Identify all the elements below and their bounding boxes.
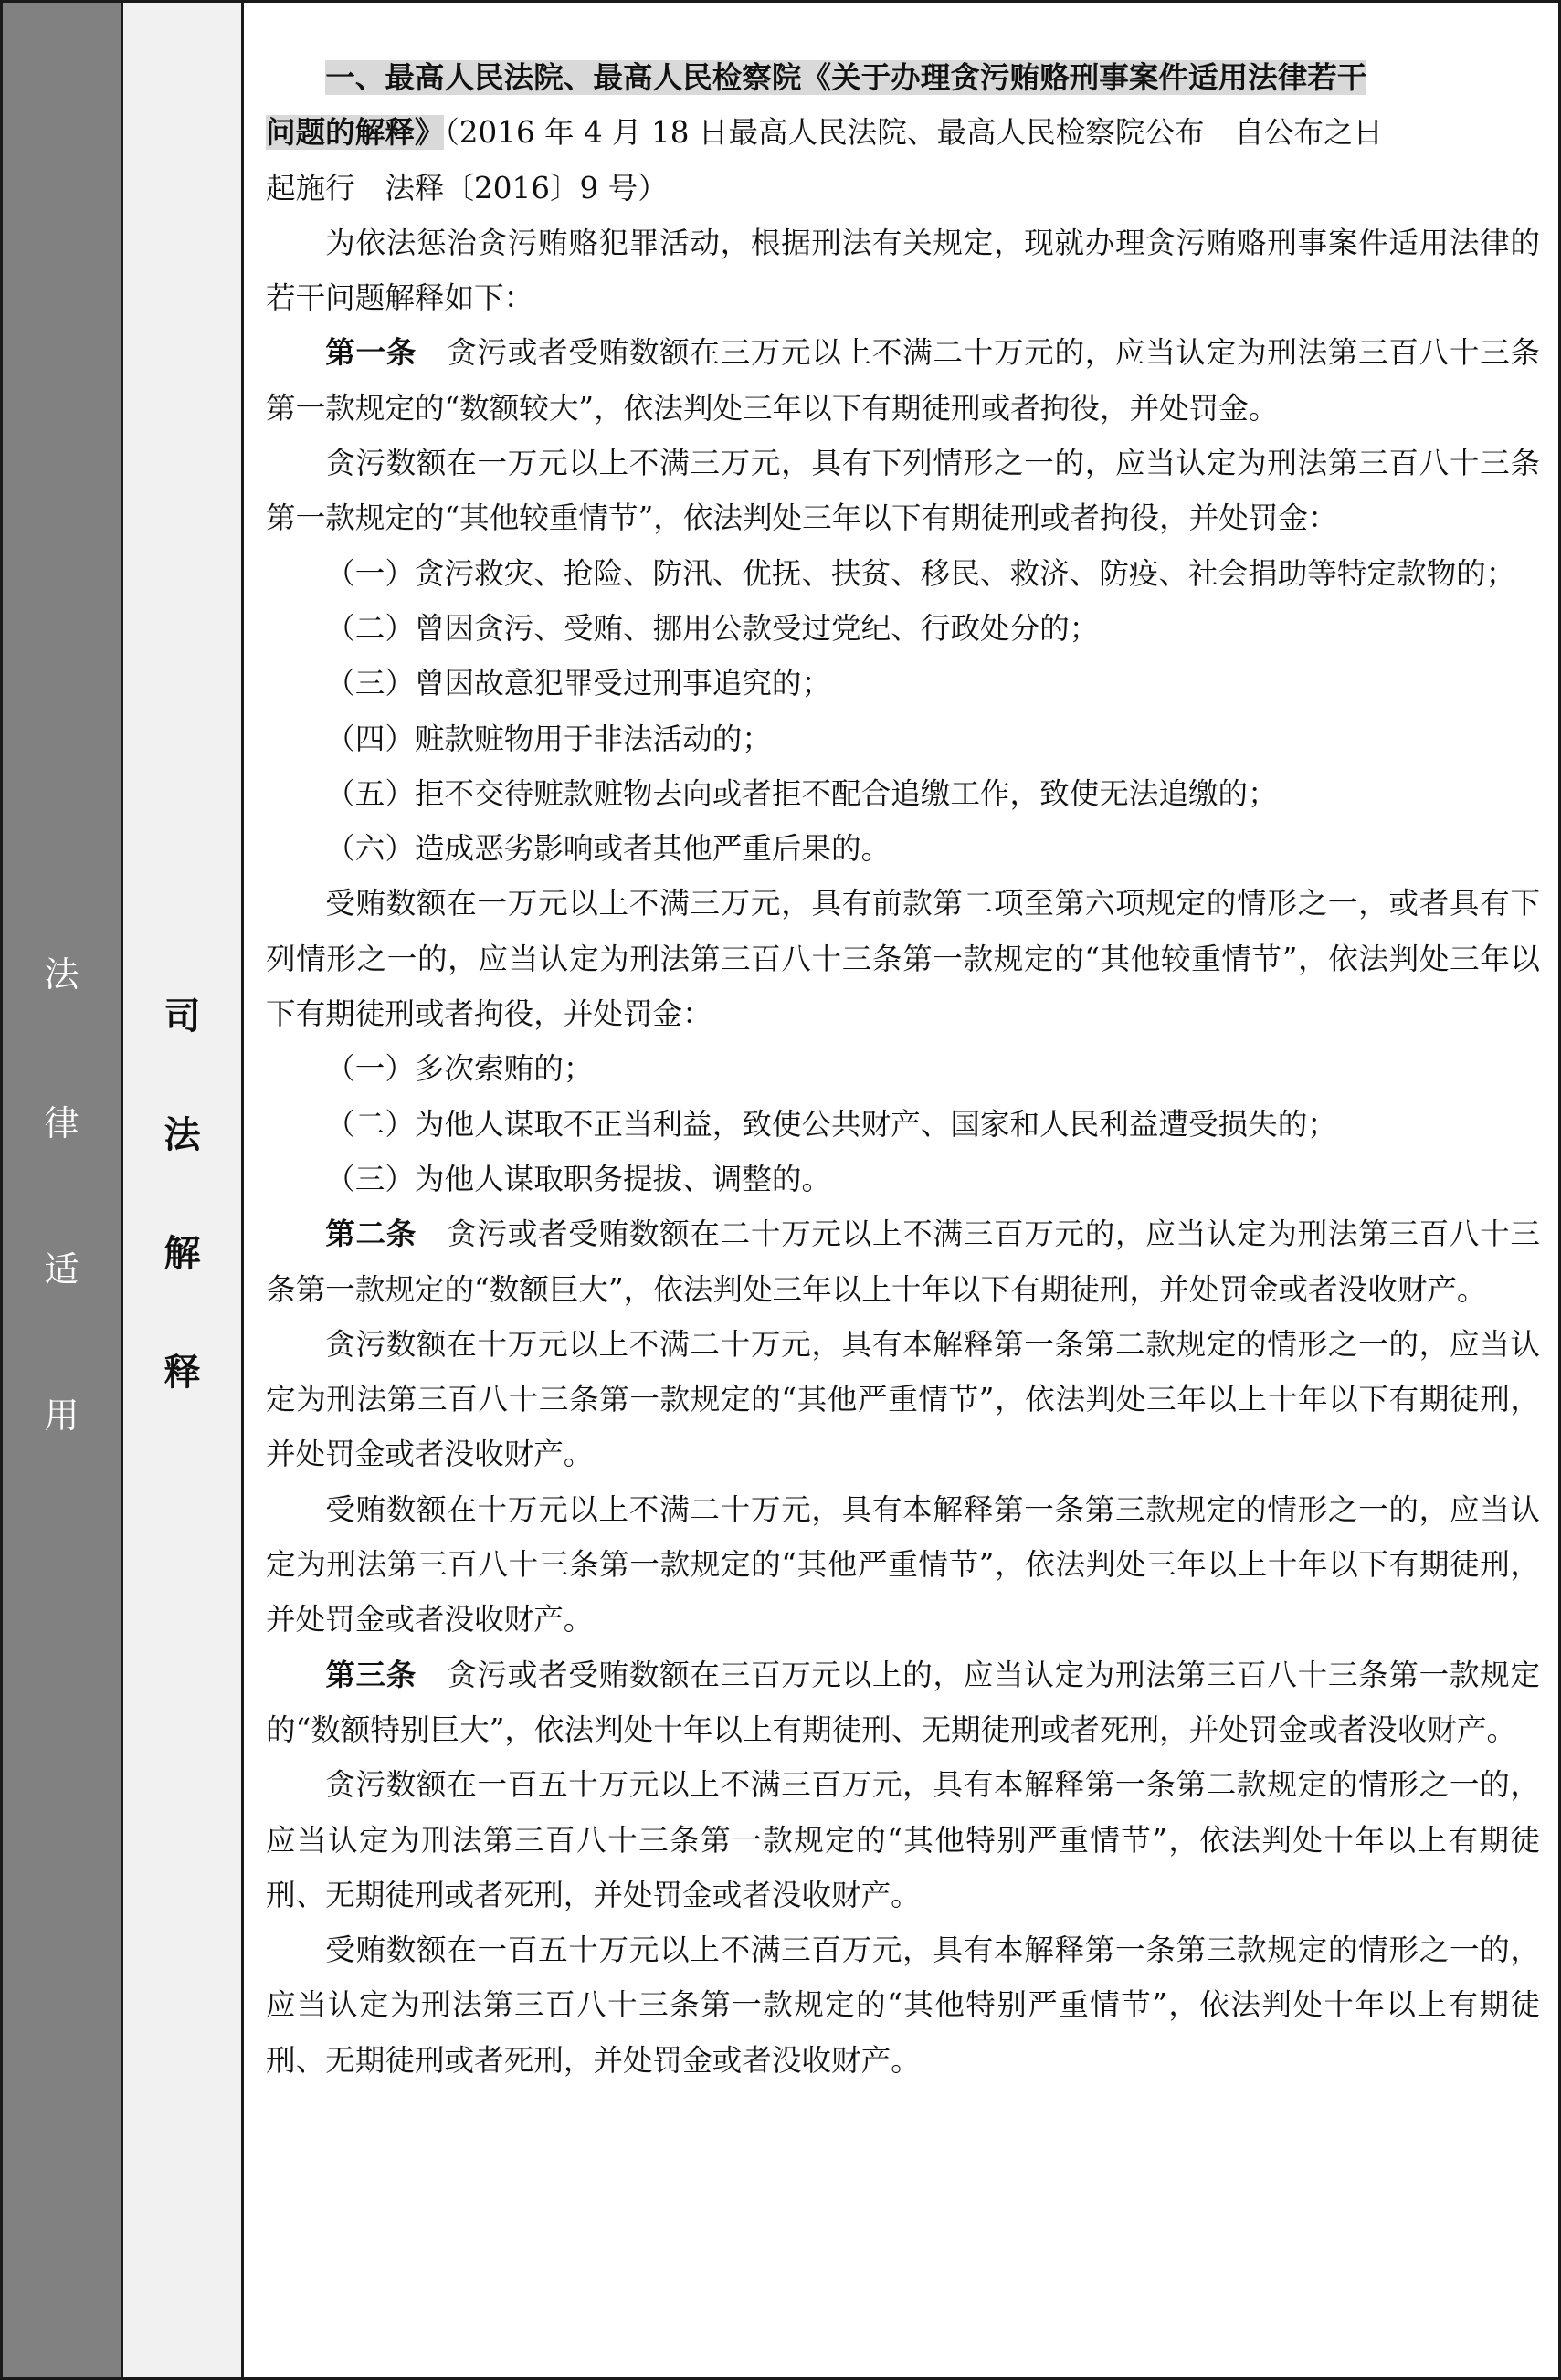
list-item: （五）拒不交待赃款赃物去向或者拒不配合追缴工作，致使无法追缴的； bbox=[325, 775, 1278, 811]
subcategory-char: 司 bbox=[163, 995, 201, 1037]
article-text: 贪污或者受贿数额在三百万元以上的，应当认定为刑法第三百八十三条第一款规定的“数额特别巨大”，依法判处十年以上有期徒刑、无期徒刑或者死刑，并处罚金或者没收财产。 bbox=[266, 1657, 1540, 1747]
article-label: 第一条 bbox=[325, 335, 417, 371]
list-item: （一）多次索贿的； bbox=[325, 1051, 594, 1087]
category-char: 律 bbox=[44, 1103, 79, 1143]
list-item: （二）曾因贪污、受贿、挪用公款受过党纪、行政处分的； bbox=[325, 610, 1100, 646]
article-label: 第三条 bbox=[325, 1657, 417, 1692]
article-3 bbox=[266, 1648, 1540, 1758]
article-text: 贪污或者受贿数额在二十万元以上不满三百万元的，应当认定为刑法第三百八十三条第一款规定的“数额巨大”，依法判处三年以上十年以下有期徒刑，并处罚金或者没收财产。 bbox=[266, 1216, 1540, 1307]
subcategory-char: 释 bbox=[163, 1352, 201, 1394]
heading-meta-cont: 起施行 法释〔2016〕9 号） bbox=[266, 170, 668, 205]
article-label: 第二条 bbox=[325, 1216, 417, 1252]
heading-title: 一、最高人民法院、最高人民检察院《关于办理贪污贿赂刑事案件适用法律若干 bbox=[325, 60, 1367, 95]
subcategory-char: 解 bbox=[163, 1233, 201, 1275]
paragraph: 贪污数额在一万元以上不满三万元，具有下列情形之一的，应当认定为刑法第三百八十三条第一款规定的“其他较重情节”，依法判处三年以下有期徒刑或者拘役，并处罚金： bbox=[266, 446, 1540, 536]
document-heading-cont bbox=[266, 105, 1540, 160]
subcategory-char: 法 bbox=[163, 1114, 201, 1156]
paragraph: 贪污数额在十万元以上不满二十万元，具有本解释第一条第二款规定的情形之一的，应当认定为刑法第三百八十三条第一款规定的“其他严重情节”，依法判处三年以上十年以下有期徒刑，并处罚金或者没收财产。 bbox=[266, 1326, 1540, 1472]
paragraph: 贪污数额在一百五十万元以上不满三百万元，具有本解释第一条第二款规定的情形之一的，应当认定为刑法第三百八十三条第一款规定的“其他特别严重情节”，依法判处十年以上有期徒刑、无期徒刑或者死刑，并处罚金或者没收财产。 bbox=[266, 1767, 1540, 1912]
heading-meta: （2016 年 4 月 18 日最高人民法院、最高人民检察院公布 自公布之日 bbox=[444, 115, 1384, 151]
article-text: 贪污或者受贿数额在三万元以上不满二十万元的，应当认定为刑法第三百八十三条第一款规定的“数额较大”，依法判处三年以下有期徒刑或者拘役，并处罚金。 bbox=[266, 335, 1540, 426]
paragraph: 受贿数额在一万元以上不满三万元，具有前款第二项至第六项规定的情形之一，或者具有下列情形之一的，应当认定为刑法第三百八十三条第一款规定的“其他较重情节”，依法判处三年以下有期徒刑或者拘役，并处罚金： bbox=[266, 886, 1540, 1032]
subcategory-column bbox=[123, 3, 244, 2377]
list-item: （四）赃款赃物用于非法活动的； bbox=[325, 721, 772, 756]
document-heading bbox=[266, 50, 1540, 105]
list-item: （三）为他人谋取职务提拔、调整的。 bbox=[325, 1161, 832, 1196]
list-item: （二）为他人谋取不正当利益，致使公共财产、国家和人民利益遭受损失的； bbox=[325, 1106, 1337, 1142]
list-item: （三）曾因故意犯罪受过刑事追究的； bbox=[325, 666, 832, 701]
category-column bbox=[3, 3, 123, 2377]
category-char: 法 bbox=[44, 954, 79, 995]
category-char: 适 bbox=[44, 1249, 79, 1290]
article-2 bbox=[266, 1206, 1540, 1317]
heading-title-cont: 问题的解释》 bbox=[266, 115, 445, 151]
paragraph: 受贿数额在一百五十万元以上不满三百万元，具有本解释第一条第三款规定的情形之一的，应当认定为刑法第三百八十三条第一款规定的“其他特别严重情节”，依法判处十年以上有期徒刑、无期徒刑或者死刑，并处罚金或者没收财产。 bbox=[266, 1932, 1540, 2078]
category-char: 用 bbox=[44, 1395, 79, 1436]
preamble: 为依法惩治贪污贿赂犯罪活动，根据刑法有关规定，现就办理贪污贿赂刑事案件适用法律的若干问题解释如下： bbox=[266, 225, 1540, 316]
document-body bbox=[266, 50, 1540, 2088]
paragraph: 受贿数额在十万元以上不满二十万元，具有本解释第一条第三款规定的情形之一的，应当认定为刑法第三百八十三条第一款规定的“其他严重情节”，依法判处三年以上十年以下有期徒刑，并处罚金或者没收财产。 bbox=[266, 1491, 1540, 1638]
article-1 bbox=[266, 325, 1540, 436]
list-item: （六）造成恶劣影响或者其他严重后果的。 bbox=[325, 831, 891, 867]
list-item: （一）贪污救灾、抢险、防汛、优抚、扶贫、移民、救济、防疫、社会捐助等特定款物的； bbox=[325, 555, 1516, 591]
